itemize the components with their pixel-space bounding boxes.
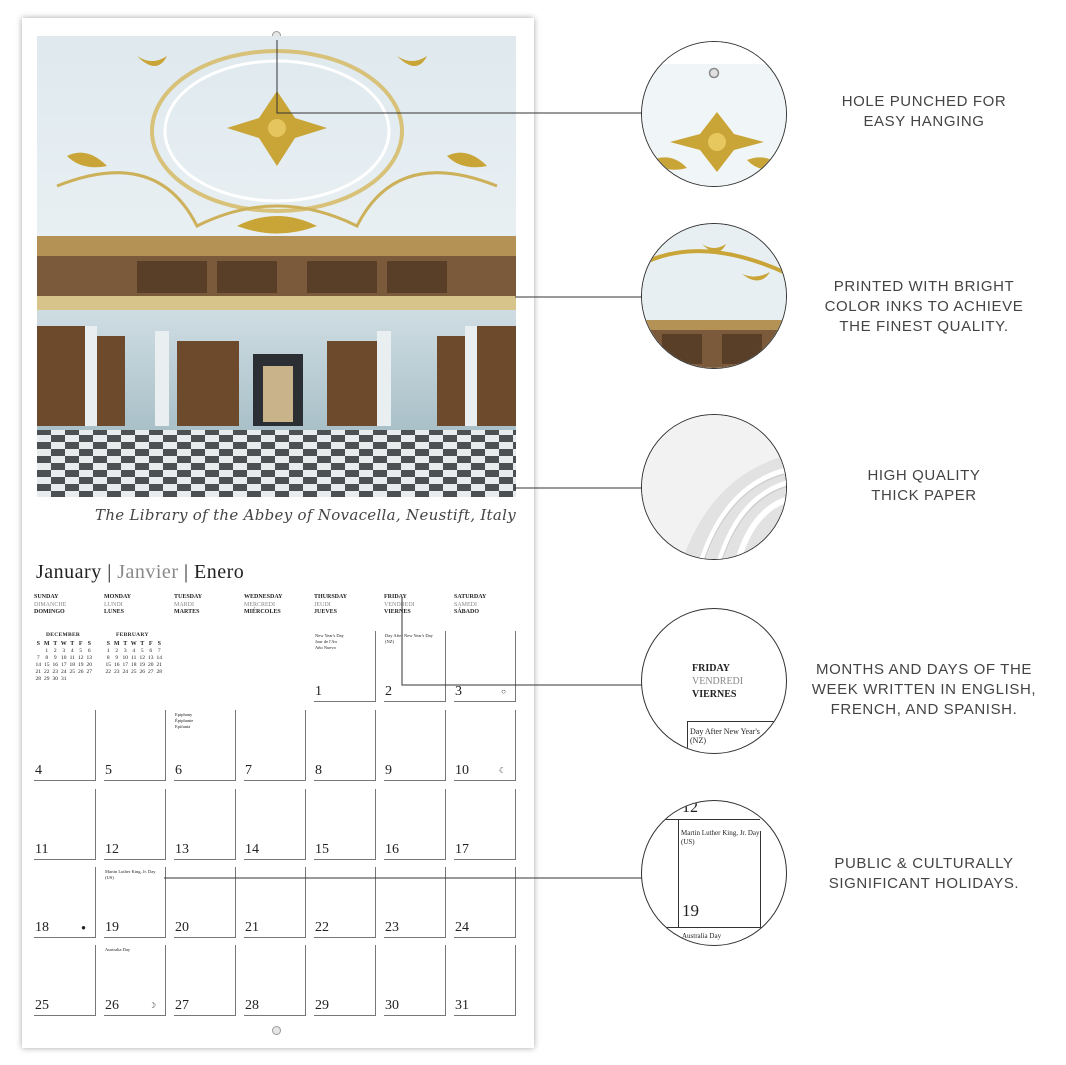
day-number: 27: [175, 998, 189, 1013]
mini-calendar-day: 12: [78, 654, 84, 661]
day-number: 16: [385, 842, 399, 857]
holiday-line: (US): [105, 875, 114, 880]
day-number: 3: [455, 684, 462, 699]
day-number: 18: [35, 920, 49, 935]
weekday-es: MIÉRCOLES: [244, 609, 281, 615]
weekday-es: JUEVES: [314, 609, 338, 615]
mini-calendar-day: 19: [78, 661, 84, 668]
holiday-line: Jour de l'An: [315, 639, 337, 644]
mini-calendar-day: 4: [70, 647, 74, 654]
day-number: 12: [105, 842, 119, 857]
mini-calendar-day: 9: [115, 654, 119, 661]
day-number: 8: [315, 763, 322, 778]
holiday-line: New Year's Day: [315, 633, 344, 638]
holiday-line: Epifanía: [175, 724, 191, 729]
weekday-en: TUESDAY: [174, 594, 203, 600]
mini-calendar-day: 25: [69, 668, 75, 675]
weekday-fr: DIMANCHE: [34, 601, 67, 608]
mini-calendar-day: 7: [157, 647, 161, 654]
month-spanish: Enero: [194, 561, 245, 583]
mini-calendar-day: 2: [53, 647, 57, 654]
mini-calendar-day: 6: [149, 647, 153, 654]
mini-calendar-day: 20: [86, 661, 92, 668]
holiday-line: (NZ): [385, 639, 394, 644]
mini-calendar-day: 18: [69, 661, 75, 668]
mini-calendar-weekday: S: [157, 640, 161, 647]
photo-caption: The Library of the Abbey of Novacella, Neustift, Italy: [95, 506, 516, 524]
zoom-cell-border: [650, 819, 760, 820]
day-number: 10: [455, 763, 469, 778]
mini-calendar-day: 9: [53, 654, 57, 661]
weekday-es: MARTES: [174, 609, 200, 615]
feature-label-hole: HOLE PUNCHED FOR EASY HANGING: [841, 93, 1007, 130]
mini-calendar-weekday: T: [123, 640, 128, 647]
day-number: 11: [35, 842, 49, 857]
zoom-cell-border: [687, 721, 688, 754]
zoom-holiday-text: Day After New Year's: [690, 727, 760, 736]
zoom-top-day-number: 12: [682, 800, 698, 816]
mini-calendar-day: 26: [78, 668, 84, 675]
mini-calendar-day: 8: [45, 654, 49, 661]
weekday-fr: MERCREDI: [244, 601, 276, 608]
mini-calendar-day: 23: [114, 668, 120, 675]
mini-calendar-day: 27: [86, 668, 92, 675]
callout-line-hole: [277, 40, 645, 113]
mini-calendar-weekday: T: [140, 640, 145, 647]
mini-calendar-day: 11: [131, 654, 137, 661]
mini-calendar-day: 21: [35, 668, 41, 675]
mini-calendar-weekday: F: [148, 640, 153, 647]
mini-calendar-day: 23: [52, 668, 58, 675]
month-english: January: [36, 561, 102, 583]
mini-calendar-day: 12: [139, 654, 145, 661]
feature-label-inks: PRINTED WITH BRIGHT COLOR INKS TO ACHIEVE THE FINEST QUALITY.: [824, 278, 1024, 335]
month-separator: |: [183, 561, 189, 583]
mini-calendar-day: 22: [44, 668, 50, 675]
weekday-fr: LUNDI: [104, 601, 123, 608]
mini-calendar-weekday: M: [43, 640, 50, 647]
mini-calendar-day: 19: [139, 661, 145, 668]
weekday-es: SÁBADO: [454, 609, 480, 615]
holiday-line: Martin Luther King, Jr. Day: [105, 869, 156, 874]
month-separator: |: [107, 561, 112, 583]
zoom-next-holiday: Australia Day: [682, 932, 722, 940]
zoom-circle-paper: [641, 414, 787, 560]
mini-calendar-day: 22: [105, 668, 111, 675]
day-number: 19: [105, 920, 119, 935]
weekday-en: THURSDAY: [314, 594, 348, 600]
mini-calendar-weekday: W: [130, 640, 137, 647]
day-number: 23: [385, 920, 399, 935]
day-number: 1: [315, 684, 322, 699]
holiday-line: Epiphany: [175, 712, 193, 717]
zoom-holiday-note: (US): [681, 838, 695, 846]
mini-calendar-day: 30: [52, 675, 58, 682]
mini-calendar-title: DECEMBER: [46, 632, 81, 638]
day-number: 20: [175, 920, 189, 935]
mini-calendar-day: 28: [35, 675, 41, 682]
new-moon-icon: ●: [81, 923, 86, 932]
mini-calendar-day: 27: [148, 668, 154, 675]
mini-calendar-day: 15: [105, 661, 111, 668]
zoom-weekday-en: FRIDAY: [692, 663, 730, 674]
month-french: Janvier: [117, 561, 179, 583]
zoom-circle-holidays: [641, 800, 787, 946]
mini-calendar-weekday: T: [70, 640, 75, 647]
mini-calendar-day: 28: [156, 668, 162, 675]
zoom-day-number: 19: [682, 901, 699, 920]
mini-calendar-day: 26: [139, 668, 145, 675]
day-number: 13: [175, 842, 189, 857]
mini-calendar-day: 24: [122, 668, 128, 675]
mini-calendar-day: 8: [106, 654, 110, 661]
mini-calendar-weekday: S: [87, 640, 91, 647]
mini-calendar-title: FEBRUARY: [116, 632, 149, 638]
weekday-fr: MARDI: [174, 601, 195, 608]
feature-label-holidays: PUBLIC & CULTURALLY SIGNIFICANT HOLIDAYS.: [828, 855, 1020, 892]
day-number: 24: [455, 920, 469, 935]
weekday-en: MONDAY: [104, 594, 132, 600]
day-number: 7: [245, 763, 252, 778]
mini-calendar-weekday: S: [106, 640, 110, 647]
holiday-line: Day After New Year's Day: [385, 633, 433, 638]
mini-calendar-day: 24: [61, 668, 67, 675]
weekday-en: FRIDAY: [384, 594, 407, 600]
mini-calendar-day: 11: [69, 654, 75, 661]
day-number: 17: [455, 842, 469, 857]
weekday-fr: SAMEDI: [454, 601, 478, 608]
mini-calendar-day: 5: [79, 647, 83, 654]
day-number: 9: [385, 763, 392, 778]
day-number: 4: [35, 763, 42, 778]
mini-calendar-day: 17: [61, 661, 67, 668]
mini-calendar-day: 10: [61, 654, 67, 661]
last-quarter-icon: ☾: [498, 766, 506, 775]
day-number: 5: [105, 763, 112, 778]
zoom-weekday-es: VIERNES: [692, 689, 737, 700]
zoom-cell-border: [678, 819, 679, 927]
mini-calendar-day: 4: [132, 647, 136, 654]
weekday-en: SATURDAY: [454, 594, 487, 600]
day-number: 15: [315, 842, 329, 857]
holiday-line: Australia Day: [105, 947, 131, 952]
day-number: 25: [35, 998, 49, 1013]
mini-calendar-day: 14: [35, 661, 41, 668]
feature-label-paper: HIGH QUALITY THICK PAPER: [867, 467, 981, 504]
weekday-es: DOMINGO: [34, 609, 65, 615]
holiday-line: Año Nuevo: [315, 645, 336, 650]
day-number: 21: [245, 920, 259, 935]
mini-calendar-day: 13: [86, 654, 92, 661]
mini-calendar-day: 3: [123, 647, 127, 654]
mini-calendar-day: 14: [156, 654, 162, 661]
day-number: 29: [315, 998, 329, 1013]
mini-calendar-day: 31: [61, 675, 67, 682]
mini-calendar-day: 10: [122, 654, 128, 661]
zoom-holiday-text: Martin Luther King, Jr. Day: [681, 829, 760, 837]
mini-calendar-day: 5: [140, 647, 144, 654]
day-number: 6: [175, 763, 182, 778]
zoom-cell-border: [760, 831, 761, 927]
mini-calendar-day: 15: [44, 661, 50, 668]
zoom-circle-hole: [641, 41, 787, 187]
holiday-line: Épiphanie: [175, 718, 194, 723]
day-number: 2: [385, 684, 392, 699]
day-number: 28: [245, 998, 259, 1013]
weekday-fr: JEUDI: [314, 601, 331, 608]
mini-calendar-day: 7: [36, 654, 40, 661]
mini-calendar-day: 20: [148, 661, 154, 668]
mini-calendar-weekday: W: [60, 640, 67, 647]
day-number: 22: [315, 920, 329, 935]
day-number: 26: [105, 998, 119, 1013]
mini-calendar-day: 3: [62, 647, 66, 654]
mini-calendar-weekday: T: [53, 640, 58, 647]
mini-calendar-weekday: F: [78, 640, 83, 647]
mini-calendar-day: 25: [131, 668, 137, 675]
mini-calendar-day: 18: [131, 661, 137, 668]
zoom-cell-border: [650, 927, 780, 928]
mini-calendar-day: 21: [156, 661, 162, 668]
zoom-circle-inks: [641, 223, 787, 369]
mini-calendar-day: 17: [122, 661, 128, 668]
weekday-en: SUNDAY: [34, 594, 59, 600]
mini-calendar-day: 2: [115, 647, 119, 654]
mini-calendar-day: 6: [87, 647, 91, 654]
callout-line-weekdays: [402, 598, 645, 685]
weekday-en: WEDNESDAY: [244, 594, 283, 600]
zoom-cell-border: [687, 721, 787, 722]
weekday-es: LUNES: [104, 609, 125, 615]
mini-calendar-weekday: S: [36, 640, 40, 647]
mini-calendar-day: 29: [44, 675, 50, 682]
mini-calendar-day: 16: [52, 661, 58, 668]
day-number: 30: [385, 998, 399, 1013]
weekday-fr: VENDREDI: [384, 601, 415, 608]
mini-calendar-day: 1: [45, 647, 49, 654]
day-number: 14: [245, 842, 259, 857]
mini-calendar-day: 16: [114, 661, 120, 668]
zoom-circle-weekdays: [641, 608, 787, 754]
mini-calendar-day: 13: [148, 654, 154, 661]
feature-label-weekdays: MONTHS AND DAYS OF THE WEEK WRITTEN IN ENGLISH, FRENCH, AND SPANISH.: [811, 661, 1037, 718]
zoom-holiday-note: (NZ): [690, 736, 706, 745]
zoom-weekday-fr: VENDREDI: [692, 676, 744, 687]
mini-calendar-day: 1: [106, 647, 110, 654]
mini-calendar-weekday: M: [113, 640, 120, 647]
day-number: 31: [455, 998, 469, 1013]
weekday-es: VIERNES: [384, 609, 411, 615]
full-moon-icon: ○: [501, 687, 506, 696]
first-quarter-icon: ☽: [148, 1001, 156, 1010]
